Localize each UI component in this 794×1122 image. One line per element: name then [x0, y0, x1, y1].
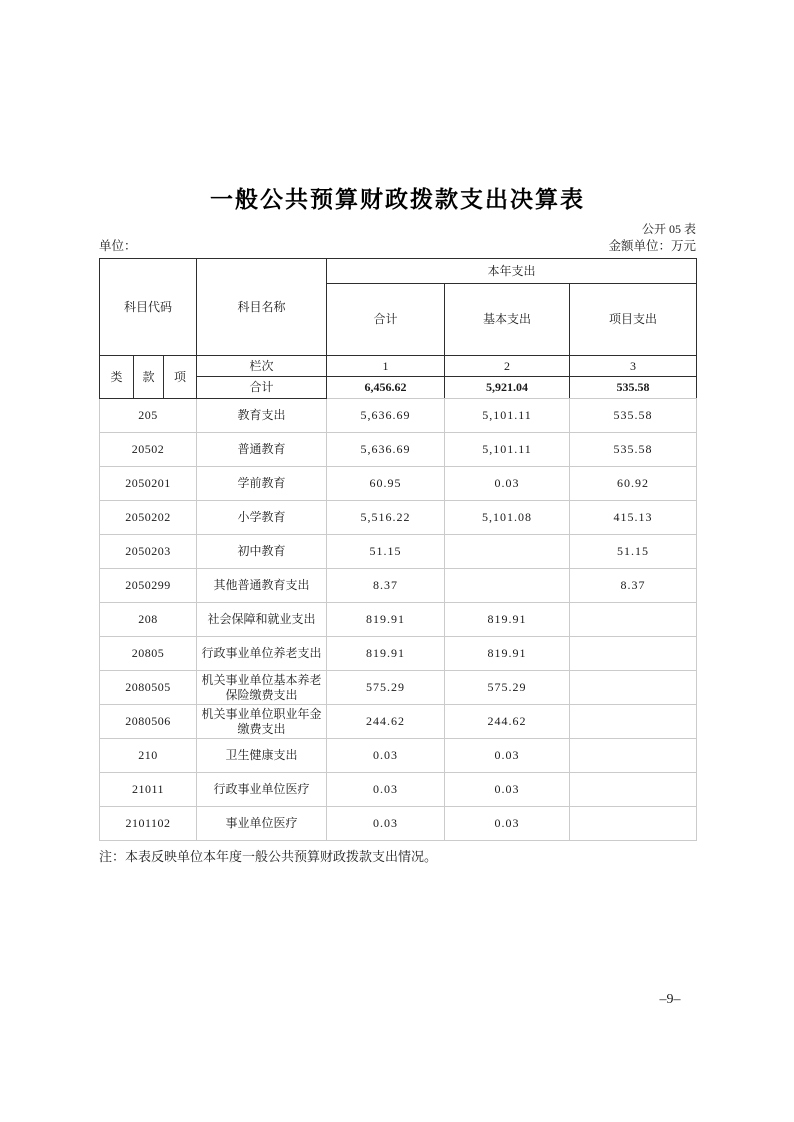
- table-row: [100, 433, 697, 467]
- row-code: 21011: [100, 773, 197, 807]
- row-name: 社会保障和就业支出: [197, 603, 327, 637]
- header-col-1: 1: [327, 356, 445, 377]
- row-basic: 5,101.11: [445, 399, 570, 433]
- row-name: 机关事业单位职业年金缴费支出: [197, 705, 327, 739]
- table-row: [100, 501, 697, 535]
- row-project: [570, 637, 697, 671]
- header-col-2: 2: [445, 356, 570, 377]
- row-name: 普通教育: [197, 433, 327, 467]
- row-name: 事业单位医疗: [197, 807, 327, 841]
- row-name: 行政事业单位医疗: [197, 773, 327, 807]
- row-basic: 0.03: [445, 773, 570, 807]
- row-project: 60.92: [570, 467, 697, 501]
- header-class: 类: [100, 356, 134, 399]
- row-code: 2101102: [100, 807, 197, 841]
- row-project: 51.15: [570, 535, 697, 569]
- row-name: 初中教育: [197, 535, 327, 569]
- header-subject-code: 科目代码: [100, 259, 197, 356]
- row-total: 5,636.69: [327, 433, 445, 467]
- page-number: –9–: [659, 992, 681, 1007]
- row-code: 2050203: [100, 535, 197, 569]
- page-content: [99, 184, 696, 866]
- row-total: 51.15: [327, 535, 445, 569]
- table-row: [100, 637, 697, 671]
- table-row: [100, 399, 697, 433]
- header-project-expenditure: 项目支出: [570, 284, 697, 356]
- header-subject-name: 科目名称: [197, 259, 327, 356]
- row-project: 8.37: [570, 569, 697, 603]
- budget-table: [99, 258, 697, 841]
- row-code: 2080505: [100, 671, 197, 705]
- row-project: [570, 807, 697, 841]
- table-code-label: 公开 05 表: [641, 222, 696, 236]
- table-row: [100, 671, 697, 705]
- row-basic: [445, 569, 570, 603]
- row-basic: [445, 535, 570, 569]
- header-current-year-expenditure: 本年支出: [327, 259, 697, 284]
- row-basic: 0.03: [445, 807, 570, 841]
- row-name: 其他普通教育支出: [197, 569, 327, 603]
- row-total: 8.37: [327, 569, 445, 603]
- footnote: 注：本表反映单位本年度一般公共预算财政拨款支出情况。: [99, 849, 438, 864]
- row-code: 20502: [100, 433, 197, 467]
- row-total: 575.29: [327, 671, 445, 705]
- row-project: [570, 671, 697, 705]
- row-total: 244.62: [327, 705, 445, 739]
- row-name: 小学教育: [197, 501, 327, 535]
- row-project: 535.58: [570, 433, 697, 467]
- row-name: 教育支出: [197, 399, 327, 433]
- row-code: 208: [100, 603, 197, 637]
- header-row-1: [100, 259, 697, 284]
- grand-total-total: 6,456.62: [327, 377, 445, 399]
- header-column-index-label: 栏次: [197, 356, 327, 377]
- grand-total-label: 合计: [197, 377, 327, 399]
- row-total: 0.03: [327, 807, 445, 841]
- row-code: 2050201: [100, 467, 197, 501]
- unit-label: 单位：: [99, 239, 137, 253]
- header-col-3: 3: [570, 356, 697, 377]
- amount-unit-label: 金额单位：万元: [608, 239, 696, 253]
- header-item: 项: [164, 356, 197, 399]
- row-basic: 5,101.11: [445, 433, 570, 467]
- row-project: [570, 739, 697, 773]
- row-basic: 0.03: [445, 467, 570, 501]
- row-name: 机关事业单位基本养老保险缴费支出: [197, 671, 327, 705]
- grand-total-project: 535.58: [570, 377, 697, 399]
- table-row: [100, 535, 697, 569]
- row-total: 819.91: [327, 637, 445, 671]
- row-basic: 0.03: [445, 739, 570, 773]
- row-code: 20805: [100, 637, 197, 671]
- row-total: 0.03: [327, 773, 445, 807]
- table-row: [100, 467, 697, 501]
- row-project: [570, 705, 697, 739]
- table-row: [100, 773, 697, 807]
- table-row: [100, 807, 697, 841]
- meta-row: [99, 238, 696, 255]
- header-section: 款: [134, 356, 164, 399]
- row-project: [570, 603, 697, 637]
- row-name: 行政事业单位养老支出: [197, 637, 327, 671]
- header-basic-expenditure: 基本支出: [445, 284, 570, 356]
- row-total: 5,516.22: [327, 501, 445, 535]
- table-row: [100, 705, 697, 739]
- row-total: 0.03: [327, 739, 445, 773]
- table-row: [100, 739, 697, 773]
- header-total: 合计: [327, 284, 445, 356]
- row-project: [570, 773, 697, 807]
- row-basic: 244.62: [445, 705, 570, 739]
- row-code: 2080506: [100, 705, 197, 739]
- row-code: 205: [100, 399, 197, 433]
- grand-total-basic: 5,921.04: [445, 377, 570, 399]
- row-total: 60.95: [327, 467, 445, 501]
- row-code: 2050202: [100, 501, 197, 535]
- row-basic: 819.91: [445, 637, 570, 671]
- row-basic: 575.29: [445, 671, 570, 705]
- row-total: 5,636.69: [327, 399, 445, 433]
- row-basic: 5,101.08: [445, 501, 570, 535]
- row-code: 2050299: [100, 569, 197, 603]
- table-row: [100, 603, 697, 637]
- row-total: 819.91: [327, 603, 445, 637]
- row-code: 210: [100, 739, 197, 773]
- row-basic: 819.91: [445, 603, 570, 637]
- row-name: 学前教育: [197, 467, 327, 501]
- table-row: [100, 569, 697, 603]
- row-project: 415.13: [570, 501, 697, 535]
- row-project: 535.58: [570, 399, 697, 433]
- header-row-3: [100, 356, 697, 377]
- row-name: 卫生健康支出: [197, 739, 327, 773]
- page-title: 一般公共预算财政拨款支出决算表: [210, 186, 585, 212]
